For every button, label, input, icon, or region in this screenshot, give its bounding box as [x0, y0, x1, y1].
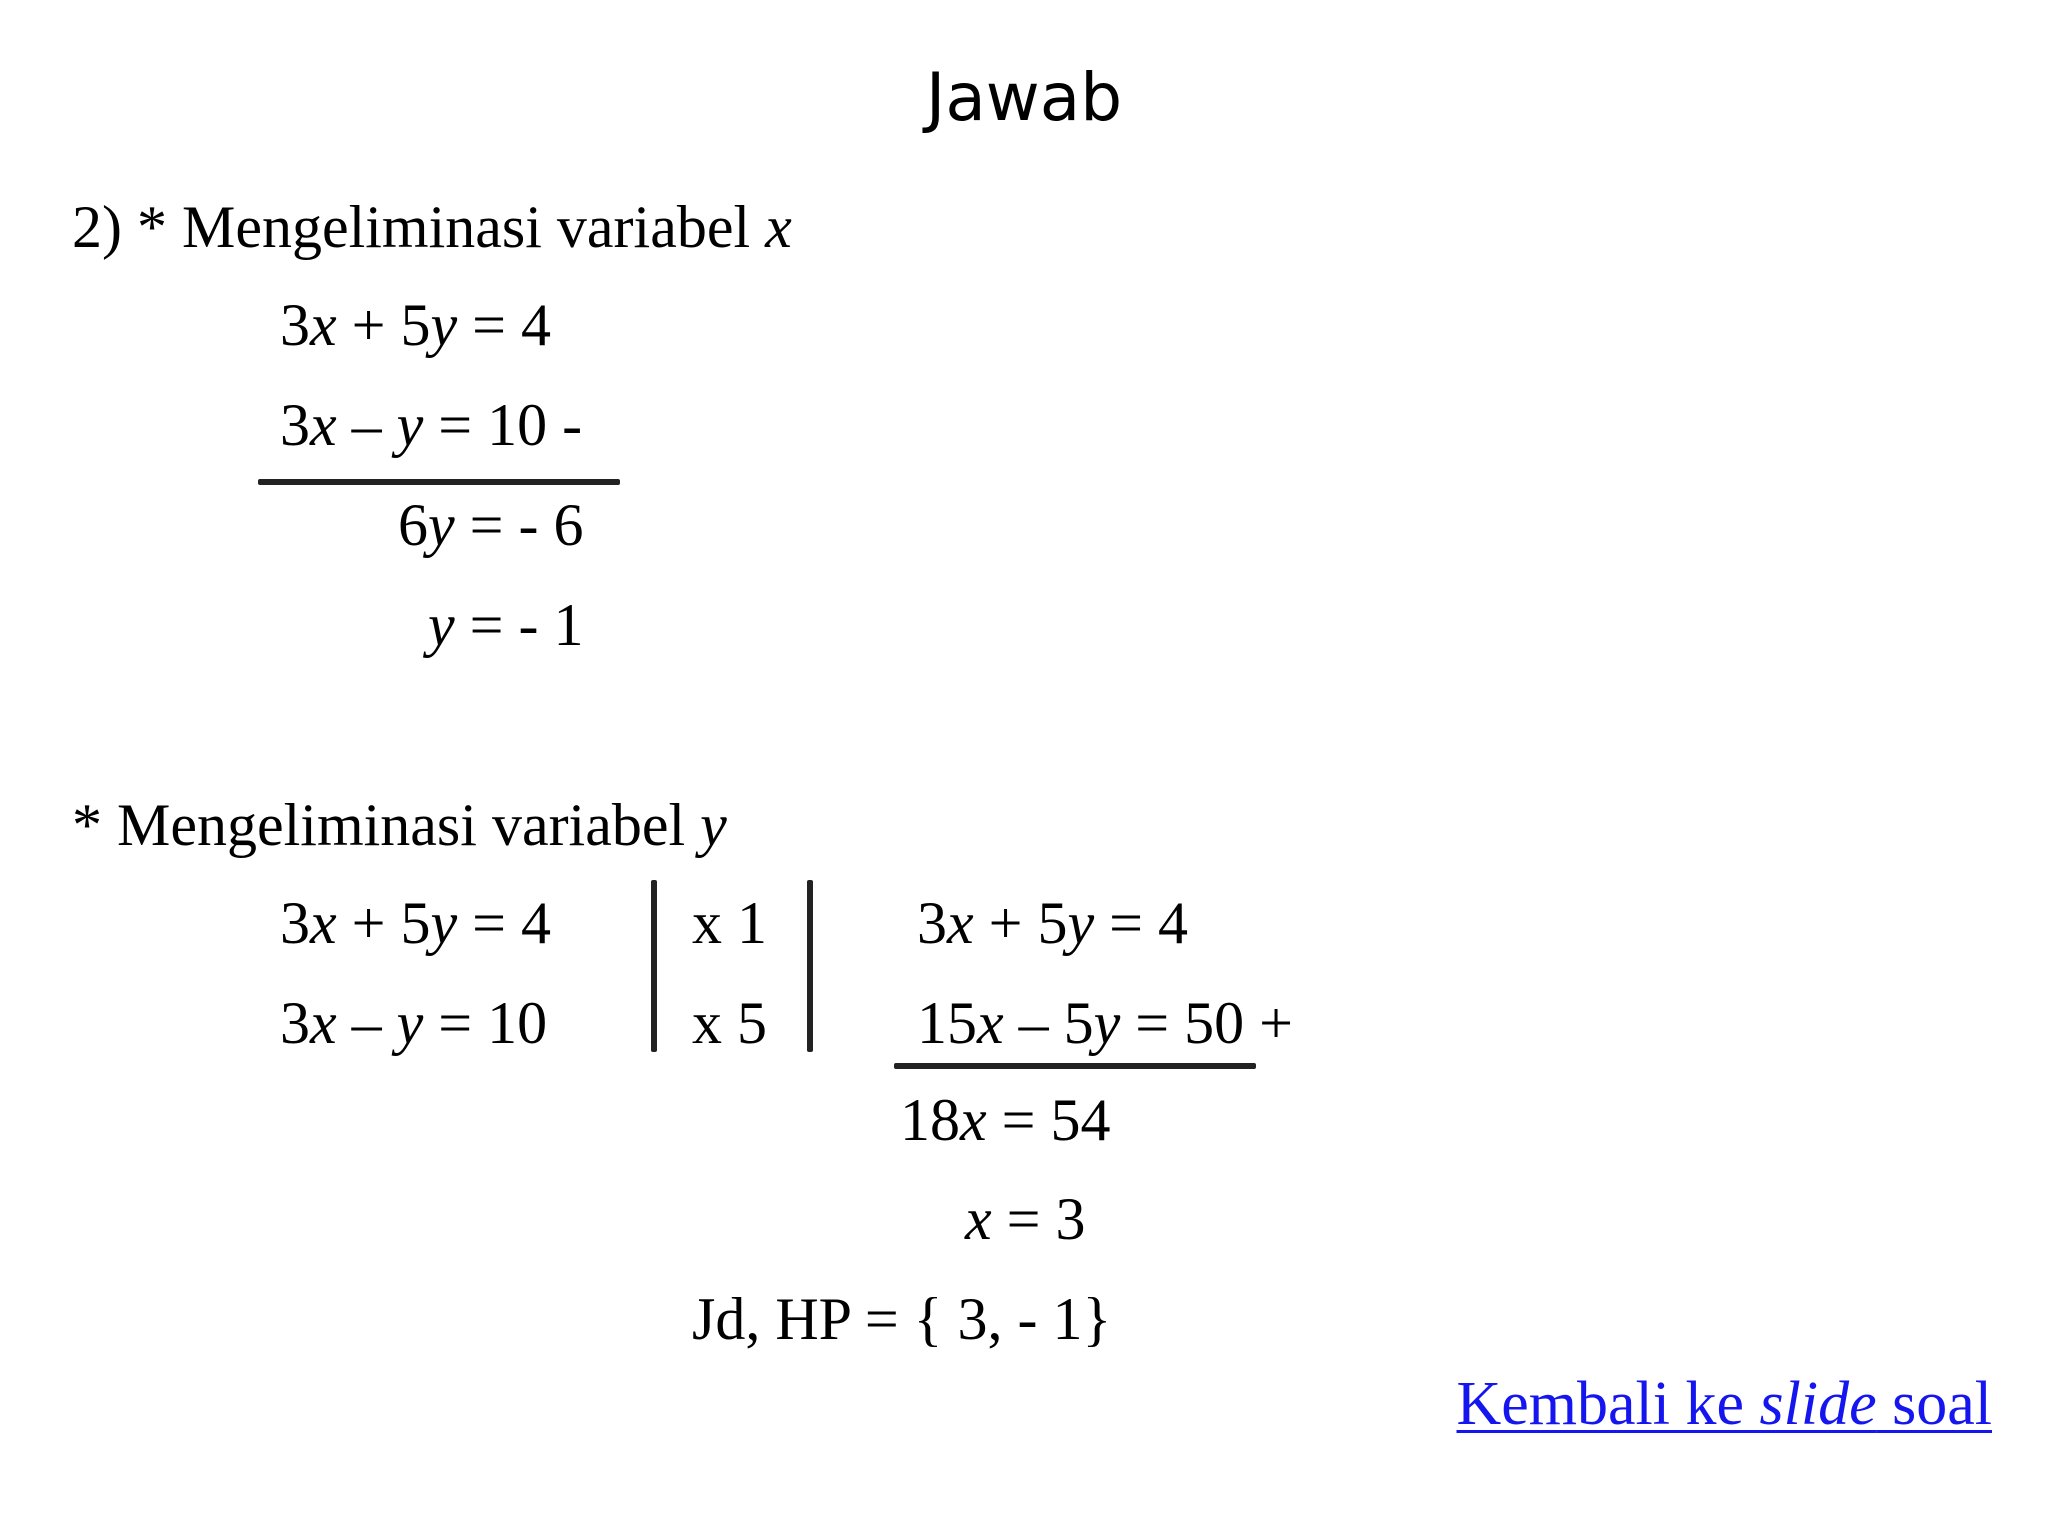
multiplier-bar-left — [651, 880, 657, 1052]
heading-text: 2) * Mengeliminasi variabel — [72, 194, 766, 260]
equation-2: 3x – y = 10 — [280, 990, 548, 1056]
equation-2: 3x – y = 10 - — [280, 392, 583, 458]
heading-text: * Mengeliminasi variabel — [72, 792, 701, 858]
heading-variable: y — [700, 792, 727, 858]
result-18x: 18x = 54 — [900, 1087, 1111, 1153]
result-x: x = 3 — [965, 1186, 1086, 1252]
slide-title: Jawab — [925, 59, 1123, 136]
subtraction-rule — [258, 479, 620, 485]
heading-eliminate-y — [72, 790, 727, 860]
result-y: y = - 1 — [428, 592, 584, 658]
multiplier-1: x 1 — [692, 890, 767, 956]
back-to-question-link[interactable]: Kembali ke slide soal — [1456, 1370, 1992, 1438]
multiplier-5: x 5 — [692, 990, 767, 1056]
heading-eliminate-x — [72, 192, 792, 262]
heading-variable: x — [765, 194, 792, 260]
solution-set: Jd, HP = { 3, - 1} — [692, 1286, 1112, 1352]
multiplier-bar-right — [807, 880, 813, 1052]
equation-1: 3x + 5y = 4 — [280, 890, 551, 956]
equation-1: 3x + 5y = 4 — [280, 292, 551, 358]
scaled-equation-2: 15x – 5y = 50 + — [917, 990, 1293, 1056]
addition-rule — [894, 1063, 1256, 1069]
scaled-equation-1: 3x + 5y = 4 — [917, 890, 1188, 956]
result-6y: 6y = - 6 — [398, 492, 584, 558]
